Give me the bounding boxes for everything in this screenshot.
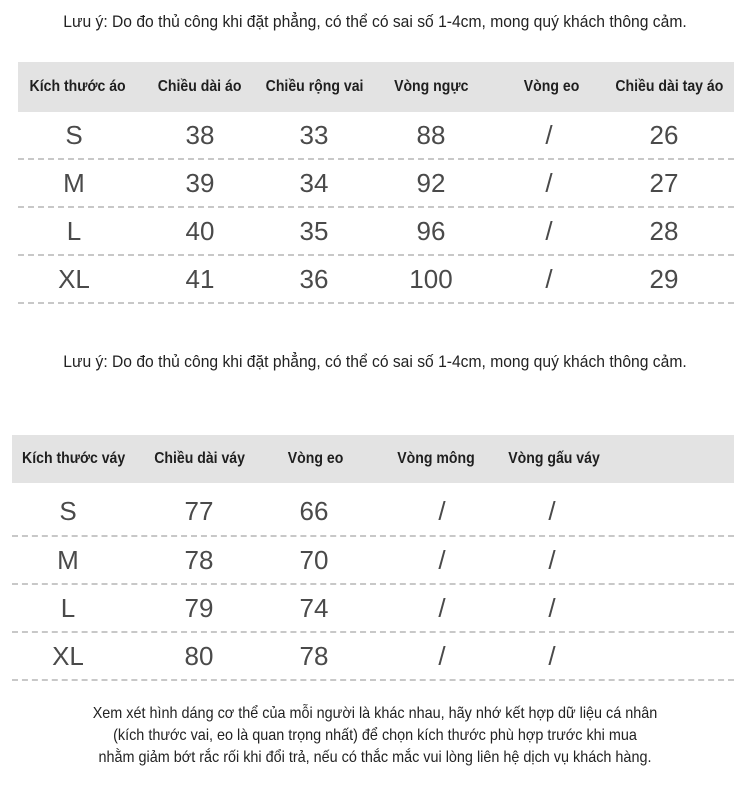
skirt-header-length: Chiều dài váy	[154, 450, 246, 467]
table-row	[12, 585, 734, 633]
note-top: Lưu ý: Do đo thủ công khi đặt phẳng, có thể có sai số 1-4cm, mong quý khách thông cảm.	[63, 12, 687, 31]
shirt-cell-waist: /	[545, 263, 553, 294]
note-middle: Lưu ý: Do đo thủ công khi đặt phẳng, có thể có sai số 1-4cm, mong quý khách thông cảm.	[63, 352, 687, 371]
skirt-cell-hip: /	[438, 592, 446, 623]
shirt-header-shoulder: Chiều rộng vai	[266, 78, 364, 95]
skirt-cell-size: XL	[52, 640, 84, 671]
shirt-cell-waist: /	[545, 119, 553, 150]
skirt-cell-hem: /	[548, 495, 556, 526]
skirt-cell-length: 79	[184, 592, 214, 623]
skirt-cell-length: 78	[184, 544, 214, 575]
skirt-cell-hem: /	[548, 544, 556, 575]
shirt-cell-length: 41	[185, 263, 215, 294]
shirt-table-header	[18, 62, 734, 112]
skirt-table-header	[12, 435, 734, 483]
footer-line-2: (kích thước vai, eo là quan trọng nhất) để chọn kích thước phù hợp trước khi mua	[113, 727, 637, 744]
skirt-cell-length: 80	[184, 640, 214, 671]
table-row	[12, 633, 734, 681]
skirt-cell-hip: /	[438, 640, 446, 671]
shirt-cell-chest: 88	[416, 119, 446, 150]
skirt-cell-waist: 74	[299, 592, 329, 623]
skirt-cell-hip: /	[438, 544, 446, 575]
shirt-cell-sleeve: 28	[649, 215, 679, 246]
shirt-cell-sleeve: 26	[649, 119, 679, 150]
footer-note	[0, 703, 750, 769]
shirt-cell-shoulder: 33	[299, 119, 329, 150]
shirt-header-waist: Vòng eo	[524, 78, 580, 95]
skirt-cell-waist: 70	[299, 544, 329, 575]
shirt-cell-chest: 100	[409, 263, 453, 294]
shirt-cell-shoulder: 35	[299, 215, 329, 246]
skirt-cell-size: L	[60, 592, 76, 623]
shirt-cell-length: 38	[185, 119, 215, 150]
shirt-header-chest: Vòng ngực	[393, 78, 469, 95]
shirt-cell-waist: /	[545, 215, 553, 246]
shirt-cell-chest: 96	[416, 215, 446, 246]
shirt-cell-size: M	[63, 167, 85, 198]
shirt-cell-size: S	[65, 119, 83, 150]
skirt-cell-size: S	[59, 495, 77, 526]
skirt-cell-hip: /	[438, 495, 446, 526]
shirt-size-table	[18, 62, 734, 307]
skirt-header-hip: Vòng mông	[397, 450, 475, 467]
shirt-cell-length: 39	[185, 167, 215, 198]
footer-line-3: nhằm giảm bớt rắc rối khi đổi trả, nếu có thắc mắc vui lòng liên hệ dịch vụ khách hàng.	[98, 749, 652, 766]
shirt-cell-size: XL	[58, 263, 90, 294]
table-row	[18, 160, 734, 208]
shirt-cell-shoulder: 34	[299, 167, 329, 198]
shirt-header-length: Chiều dài áo	[158, 78, 242, 95]
shirt-cell-length: 40	[185, 215, 215, 246]
shirt-cell-sleeve: 27	[649, 167, 679, 198]
table-row	[18, 256, 734, 304]
skirt-cell-size: M	[57, 544, 79, 575]
shirt-header-size: Kích thước áo	[29, 78, 127, 95]
skirt-cell-hem: /	[548, 640, 556, 671]
skirt-cell-waist: 78	[299, 640, 329, 671]
shirt-header-sleeve: Chiều dài tay áo	[615, 78, 723, 95]
skirt-cell-waist: 66	[299, 495, 329, 526]
shirt-cell-sleeve: 29	[649, 263, 679, 294]
skirt-cell-hem: /	[548, 592, 556, 623]
table-row	[12, 537, 734, 585]
skirt-header-waist: Vòng eo	[288, 450, 344, 467]
skirt-header-size: Kích thước váy	[22, 450, 126, 467]
skirt-size-table	[12, 435, 734, 685]
skirt-header-hem: Vòng gấu váy	[508, 450, 600, 467]
shirt-cell-chest: 92	[416, 167, 446, 198]
shirt-cell-size: L	[66, 215, 82, 246]
footer-line-1: Xem xét hình dáng cơ thể của mỗi người là khác nhau, hãy nhớ kết hợp dữ liệu cá nhân	[92, 705, 658, 722]
table-row	[18, 112, 734, 160]
table-row	[18, 208, 734, 256]
skirt-cell-length: 77	[184, 495, 214, 526]
table-row	[12, 487, 734, 537]
shirt-cell-shoulder: 36	[299, 263, 329, 294]
shirt-cell-waist: /	[545, 167, 553, 198]
